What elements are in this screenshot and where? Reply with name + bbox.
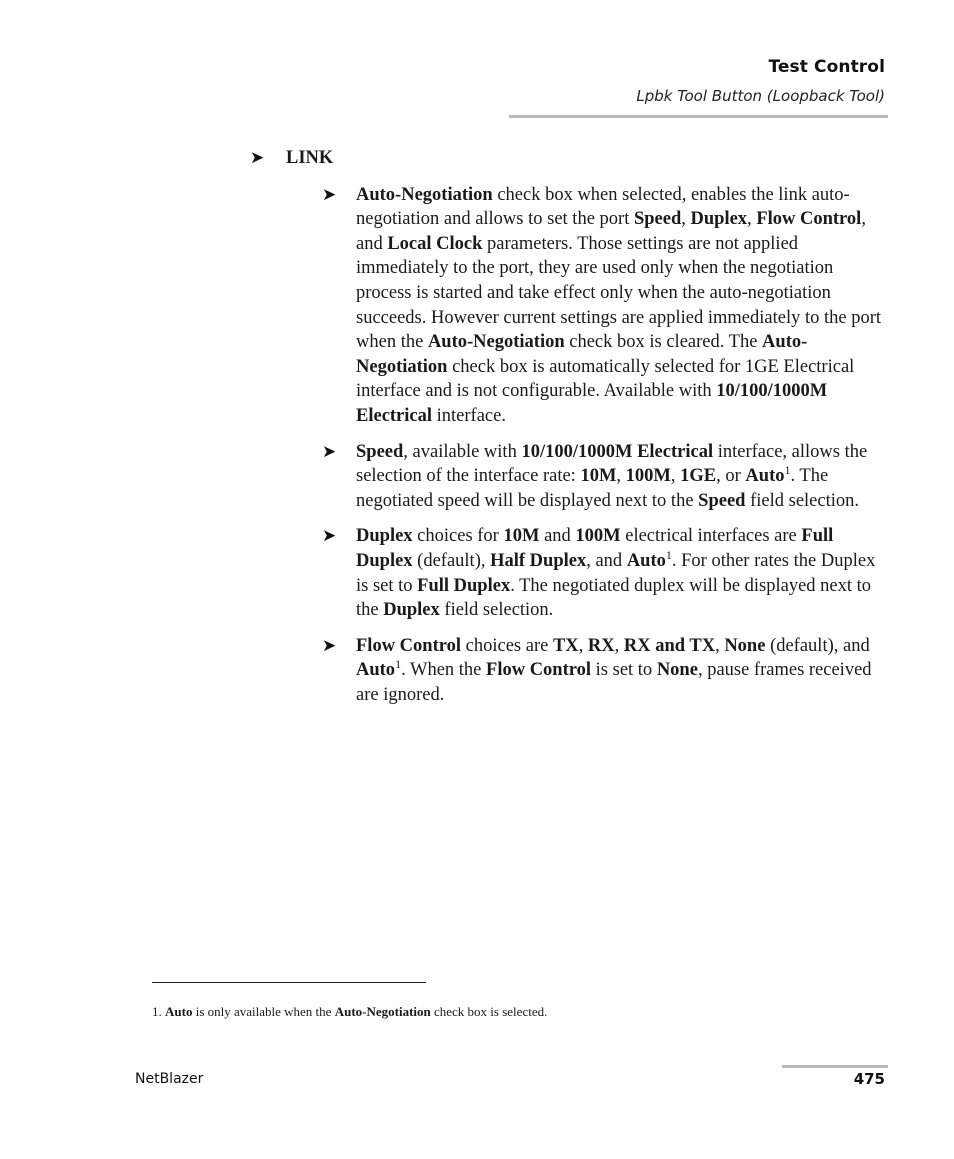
- footnote-reference: 1: [395, 657, 402, 672]
- footnote-divider: [152, 982, 426, 983]
- bold-term: Local Clock: [387, 233, 483, 254]
- bold-term: Duplex: [690, 209, 748, 230]
- text-run: check box is cleared. The: [564, 332, 763, 353]
- page-header-title: Test Control: [768, 57, 885, 77]
- bold-term: Half Duplex: [490, 550, 587, 571]
- bold-term: Auto: [626, 550, 666, 571]
- list-item: [322, 183, 890, 429]
- text-run: . The negotiated speed will be displayed next to the: [356, 466, 829, 511]
- footer-page-number: 475: [853, 1070, 885, 1088]
- footer-divider: [782, 1065, 888, 1068]
- text-run: . For other rates the Duplex is set to: [356, 550, 876, 596]
- text-run: check box when selected, enables the link auto-negotiation and allows to set the port: [356, 184, 850, 230]
- section-label: LINK: [286, 148, 334, 168]
- text-run: is set to: [591, 660, 657, 681]
- footnote-text: [165, 1004, 547, 1019]
- text-run: is only available when the: [192, 1004, 335, 1019]
- text-run: ,: [614, 635, 624, 656]
- text-run: interface, allows the selection of the interface rate:: [356, 441, 868, 487]
- main-content: [250, 146, 890, 718]
- arrowhead-bullet-icon: ➤: [322, 441, 337, 462]
- list-item: [322, 634, 890, 708]
- text-run: ,: [578, 635, 588, 656]
- bold-term: Auto: [165, 1004, 193, 1019]
- footnote-number: 1.: [152, 1004, 162, 1019]
- arrowhead-bullet-icon: ➤: [322, 635, 337, 656]
- list-item: [322, 524, 890, 622]
- bold-term: Flow Control: [356, 635, 462, 656]
- text-run: choices for: [412, 526, 504, 547]
- bold-term: 10/100/1000M Electrical: [521, 441, 714, 462]
- bold-term: Full Duplex: [356, 526, 834, 571]
- text-run: . The negotiated duplex will be displayed next to the: [356, 575, 872, 621]
- bold-term: Full Duplex: [417, 575, 511, 596]
- text-run: ,: [715, 635, 725, 656]
- text-run: check box is selected.: [430, 1004, 548, 1019]
- bold-term: Auto: [745, 466, 785, 487]
- bold-term: Speed: [698, 490, 746, 511]
- text-run: (default), and: [765, 635, 870, 656]
- arrowhead-bullet-icon: ➤: [322, 184, 337, 205]
- text-run: choices are: [461, 635, 553, 656]
- bold-term: Speed: [633, 209, 682, 230]
- bold-term: Flow Control: [486, 660, 592, 681]
- header-divider: [509, 115, 888, 118]
- bold-term: None: [724, 635, 766, 656]
- bold-term: 100M: [575, 526, 621, 547]
- footnote: [152, 1004, 547, 1020]
- bold-term: 10M: [503, 526, 540, 547]
- text-run: interface.: [432, 405, 506, 426]
- bold-term: RX and TX: [623, 635, 716, 656]
- text-run: , and: [356, 209, 866, 254]
- bold-term: 10/100/1000M Electrical: [356, 381, 828, 426]
- bold-term: None: [656, 660, 698, 681]
- arrowhead-bullet-icon: ➤: [322, 526, 337, 547]
- text-run: electrical interfaces are: [620, 526, 802, 547]
- footer-product-name: NetBlazer: [135, 1071, 204, 1087]
- bold-term: 100M: [625, 466, 671, 487]
- bold-term: RX: [587, 635, 615, 656]
- text-run: parameters. Those settings are not applied immediately to the port, they are used only when the negotiation process is started and take effect only when the auto-negotiation succeeds. However current settings are applied immediately to the port when the: [356, 233, 882, 353]
- list-item-text: [356, 634, 890, 708]
- bold-term: 1GE: [680, 466, 717, 487]
- list-item-text: [356, 183, 890, 429]
- bold-term: TX: [552, 635, 579, 656]
- text-run: , available with: [403, 441, 522, 462]
- footnote-reference: 1: [784, 463, 791, 478]
- text-run: and: [539, 526, 576, 547]
- bold-term: Auto-Negotiation: [427, 332, 565, 353]
- footnote-reference: 1: [665, 547, 672, 562]
- text-run: ,: [681, 209, 691, 230]
- bold-term: Auto: [356, 660, 396, 681]
- bold-term: Duplex: [356, 526, 413, 547]
- text-run: , and: [586, 550, 627, 571]
- bold-term: Duplex: [383, 600, 440, 621]
- bold-term: Auto-Negotiation: [334, 1004, 431, 1019]
- text-run: ,: [670, 466, 681, 487]
- text-run: . When the: [401, 660, 487, 681]
- sub-bullet-list: [322, 183, 890, 708]
- list-item-text: [356, 524, 890, 622]
- bold-term: Flow Control: [756, 209, 862, 230]
- list-item-text: [356, 440, 890, 514]
- list-item: [322, 440, 890, 514]
- bold-term: Speed: [356, 441, 404, 462]
- text-run: , or: [716, 466, 746, 487]
- text-run: ,: [616, 466, 626, 487]
- bold-term: Auto-Negotiation: [356, 332, 808, 377]
- text-run: field selection.: [439, 600, 554, 621]
- page-header-subtitle: Lpbk Tool Button (Loopback Tool): [636, 87, 885, 105]
- bold-term: 10M: [580, 466, 617, 487]
- bold-term: Auto-Negotiation: [356, 184, 493, 205]
- text-run: field selection.: [745, 490, 859, 511]
- text-run: , pause frames received are ignored.: [356, 660, 872, 705]
- text-run: ,: [747, 209, 757, 230]
- text-run: (default),: [412, 550, 491, 571]
- text-run: check box is automatically selected for 1GE Electrical interface and is not configurable. Available with: [356, 356, 855, 402]
- arrowhead-bullet-icon: ➤: [250, 148, 265, 168]
- section-link-bullet: [250, 146, 890, 707]
